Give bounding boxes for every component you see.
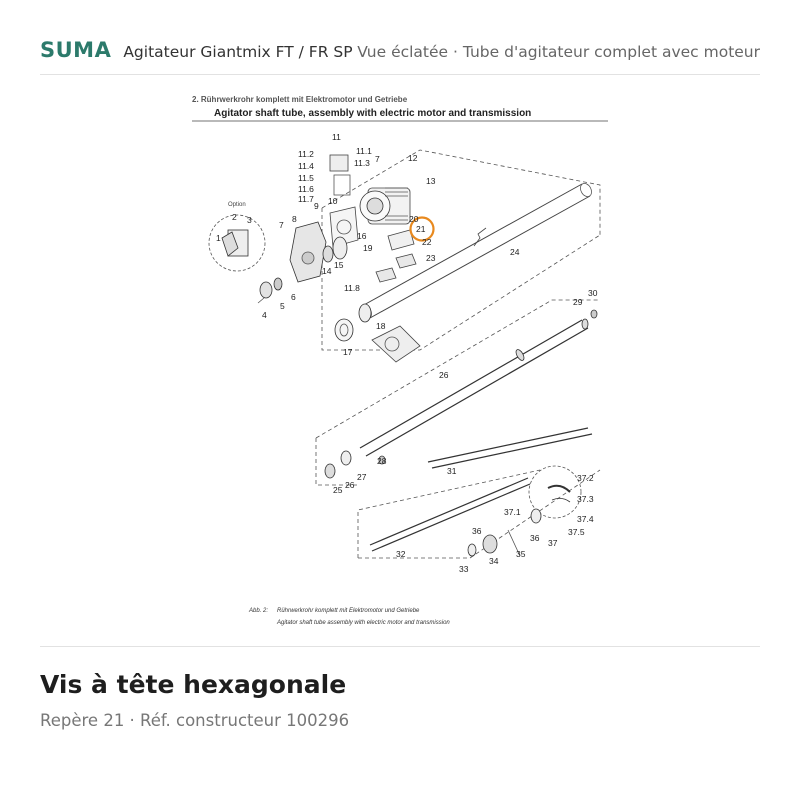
callout-label: 4 xyxy=(262,310,267,320)
callout-label: 19 xyxy=(363,243,373,253)
caption-en: Agitator shaft tube assembly with electric motor and transmission xyxy=(277,620,450,626)
diagram-title-de: 2. Rührwerkrohr komplett mit Elektromotor und Getriebe xyxy=(192,95,408,104)
callout-label: 15 xyxy=(334,260,344,270)
callout-label: 35 xyxy=(516,549,526,559)
callout-label-highlighted[interactable]: 21 xyxy=(416,224,426,234)
callout-label: 37.5 xyxy=(568,527,585,537)
callout-label: 7 xyxy=(375,154,380,164)
callout-label: 9 xyxy=(314,201,319,211)
option-label: Option xyxy=(228,202,246,208)
callout-label: 37.2 xyxy=(577,473,594,483)
callout-label: 11.5 xyxy=(298,173,314,183)
caption-de: Rührwerkrohr komplett mit Elektromotor und Getriebe xyxy=(277,608,420,614)
header xyxy=(40,38,760,70)
callout-label: 37.3 xyxy=(577,494,594,504)
diagram-drawing xyxy=(0,76,800,646)
callout-label: 11.2 xyxy=(298,149,314,159)
callout-label: 2 xyxy=(232,212,237,222)
callout-label: 6 xyxy=(291,292,296,302)
callout-label: 34 xyxy=(489,556,499,566)
callout-label: 11.6 xyxy=(298,184,314,194)
callout-label: 11.8 xyxy=(344,283,360,293)
callout-label: 3 xyxy=(247,215,252,225)
callout-label: 26 xyxy=(439,370,449,380)
callout-label: 31 xyxy=(447,466,457,476)
callout-label: 27 xyxy=(357,472,367,482)
callout-label: 29 xyxy=(573,297,583,307)
callout-label: 11.4 xyxy=(298,161,314,171)
callout-label: 16 xyxy=(357,231,367,241)
callout-label: 25 xyxy=(333,485,343,495)
callout-label: 22 xyxy=(422,237,432,247)
callout-label: 7 xyxy=(279,220,284,230)
callout-label: 23 xyxy=(426,253,436,263)
diagram-title-en: Agitator shaft tube, assembly with electric motor and transmission xyxy=(214,108,532,119)
callout-label: 32 xyxy=(396,549,406,559)
callout-label: 26 xyxy=(345,480,355,490)
part-reference: Repère 21 · Réf. constructeur 100296 xyxy=(40,711,350,730)
callout-label: 5 xyxy=(280,301,285,311)
callout-label: 37 xyxy=(548,538,558,548)
callout-label: 30 xyxy=(588,288,598,298)
exploded-diagram[interactable] xyxy=(0,76,800,646)
content-divider xyxy=(40,646,760,647)
callout-label: 17 xyxy=(343,347,353,357)
callout-label: 1 xyxy=(216,233,221,243)
callout-label: 10 xyxy=(328,196,338,206)
callout-label: 33 xyxy=(459,564,469,574)
callout-label: 18 xyxy=(376,321,386,331)
callout-label: 37.4 xyxy=(577,514,594,524)
header-divider xyxy=(40,74,760,75)
callout-label: 24 xyxy=(510,247,520,257)
caption-ref: Abb. 2: xyxy=(249,608,269,614)
callout-label: 20 xyxy=(409,214,419,224)
callout-label: 11.1 xyxy=(356,146,372,156)
callout-label: 13 xyxy=(426,176,436,186)
callout-label: 11 xyxy=(332,132,341,142)
callout-label: 28 xyxy=(377,456,387,466)
callout-label: 8 xyxy=(292,214,297,224)
callout-label: 36 xyxy=(530,533,540,543)
callout-label: 12 xyxy=(408,153,418,163)
brand-logo: SUMA xyxy=(40,38,112,62)
callout-label: 11.3 xyxy=(354,158,370,168)
callout-label: 36 xyxy=(472,526,482,536)
model-name: Agitateur Giantmix FT / FR SP xyxy=(123,43,353,61)
part-name: Vis à tête hexagonale xyxy=(40,670,347,699)
callout-label: 11.7 xyxy=(298,194,314,204)
view-title: Vue éclatée · Tube d'agitateur complet avec moteur xyxy=(357,43,760,61)
callout-label: 37.1 xyxy=(504,507,521,517)
callout-label: 14 xyxy=(322,266,332,276)
